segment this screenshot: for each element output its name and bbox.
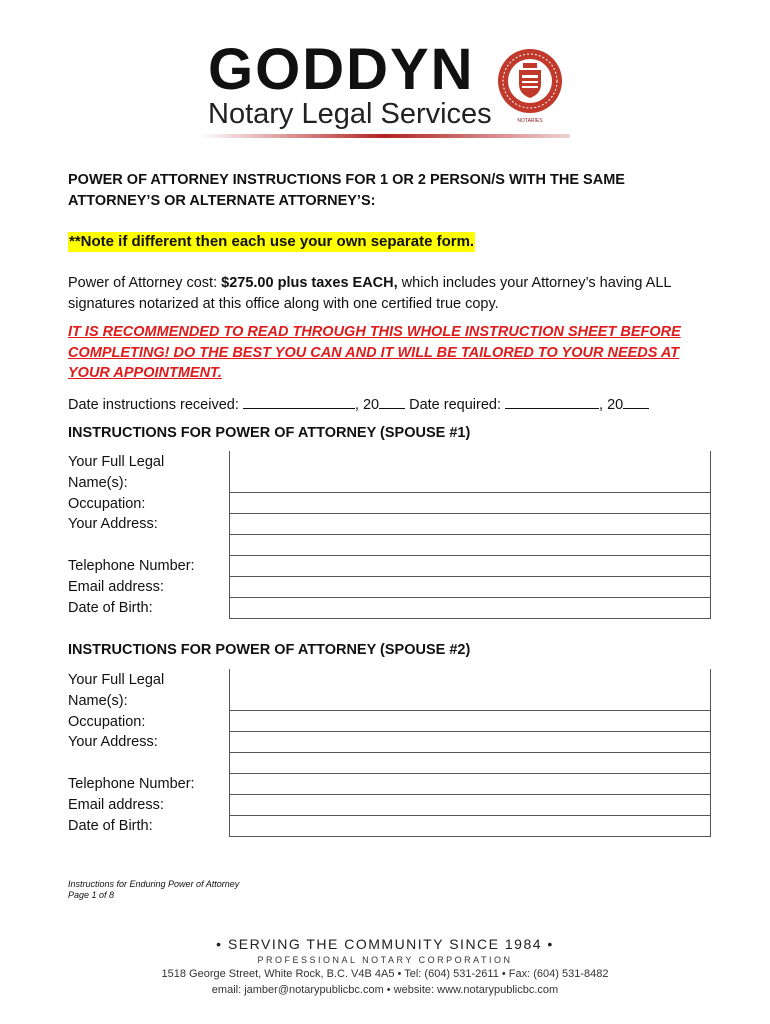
date-received-label: Date instructions received: xyxy=(68,397,243,413)
spouse2-dob-field[interactable] xyxy=(230,816,710,837)
name-label-line1: Your Full Legal xyxy=(68,454,165,470)
spouse2-form-grid xyxy=(229,669,711,837)
spouse1-email-field[interactable] xyxy=(230,577,710,598)
spouse2-telephone-field[interactable] xyxy=(230,774,710,795)
dob-label: Date of Birth: xyxy=(68,599,153,616)
spouse2-name-field[interactable] xyxy=(230,669,710,711)
spouse1-dob-field[interactable] xyxy=(230,598,710,619)
footer-tagline: • SERVING THE COMMUNITY SINCE 1984 • xyxy=(216,936,554,952)
occupation-label: Occupation: xyxy=(68,713,146,730)
date-received-field[interactable] xyxy=(243,394,355,409)
cost-amount: $275.00 plus taxes EACH, xyxy=(221,275,398,291)
date-required-field[interactable] xyxy=(505,394,599,409)
footer-page-number: Page 1 of 8 xyxy=(68,890,115,900)
telephone-label: Telephone Number: xyxy=(68,776,195,793)
brand-name: GODDYN xyxy=(208,37,475,102)
spouse1-section-title: INSTRUCTIONS FOR POWER OF ATTORNEY (SPOUSE #1) xyxy=(68,425,471,441)
spouse1-form-grid xyxy=(229,451,711,619)
brand-subtitle: Notary Legal Services xyxy=(208,98,492,130)
dob-label: Date of Birth: xyxy=(68,817,153,834)
year-prefix-1: , 20 xyxy=(354,397,380,413)
document-heading: POWER OF ATTORNEY INSTRUCTIONS FOR 1 OR 2 PERSON/S WITH THE SAME ATTORNEY’S OR ALTERNATE ATTORNEY’S: xyxy=(68,172,625,209)
year-prefix-2: , 20 xyxy=(599,397,624,413)
spouse1-telephone-field[interactable] xyxy=(230,556,710,577)
spouse1-name-field[interactable] xyxy=(230,451,710,493)
dates-line xyxy=(68,394,649,415)
spouse2-labels xyxy=(68,670,228,837)
address-label: Your Address: xyxy=(68,734,158,751)
spouse1-address-field[interactable] xyxy=(230,514,710,535)
address-label: Your Address: xyxy=(68,516,158,533)
spouse1-labels xyxy=(68,452,228,619)
spouse2-email-field[interactable] xyxy=(230,795,710,816)
telephone-label: Telephone Number: xyxy=(68,558,195,575)
footer-corporation: PROFESSIONAL NOTARY CORPORATION xyxy=(257,955,513,965)
footer-contact: email: jamber@notarypublicbc.com • website: www.notarypublicbc.com xyxy=(211,984,559,996)
name-label-line1: Your Full Legal xyxy=(68,672,165,688)
warning-text: IT IS RECOMMENDED TO READ THROUGH THIS WHOLE INSTRUCTION SHEET BEFORE COMPLETING! DO THE BEST YOU CAN AND IT WILL BE TAILORED TO YOUR NEEDS AT YOUR APPOINTMENT. xyxy=(68,324,681,381)
header-rule xyxy=(200,134,570,138)
seal-caption: NOTARIES xyxy=(517,118,543,124)
date-required-year-field[interactable] xyxy=(623,394,649,409)
date-required-label: Date required: xyxy=(405,397,506,413)
cost-prefix: Power of Attorney cost: xyxy=(68,275,222,291)
spouse1-address-field-2[interactable] xyxy=(230,535,710,556)
footer-address: 1518 George Street, White Rock, B.C. V4B 4A5 • Tel: (604) 531-2611 • Fax: (604) 531-8482 xyxy=(161,968,609,980)
spouse1-occupation-field[interactable] xyxy=(230,493,710,514)
spouse2-address-field-2[interactable] xyxy=(230,753,710,774)
separate-form-note: **Note if different then each use your own separate form. xyxy=(69,233,475,250)
page-footer-note xyxy=(68,879,239,901)
spouse2-occupation-field[interactable] xyxy=(230,711,710,732)
occupation-label: Occupation: xyxy=(68,495,146,512)
name-label-line2: Name(s): xyxy=(68,474,128,491)
email-label: Email address: xyxy=(68,796,164,813)
cost-suffix: which includes your Attorney’s having ALL signatures notarized at this office along with one certified true copy. xyxy=(68,275,671,312)
spouse2-address-field[interactable] xyxy=(230,732,710,753)
date-received-year-field[interactable] xyxy=(379,394,405,409)
spouse2-section-title: INSTRUCTIONS FOR POWER OF ATTORNEY (SPOUSE #2) xyxy=(68,642,471,658)
email-label: Email address: xyxy=(68,578,164,595)
name-label-line2: Name(s): xyxy=(68,692,128,709)
notary-seal-icon xyxy=(497,48,563,114)
footer-doc-title: Instructions for Enduring Power of Attorney xyxy=(68,879,240,889)
cost-paragraph xyxy=(68,273,718,314)
